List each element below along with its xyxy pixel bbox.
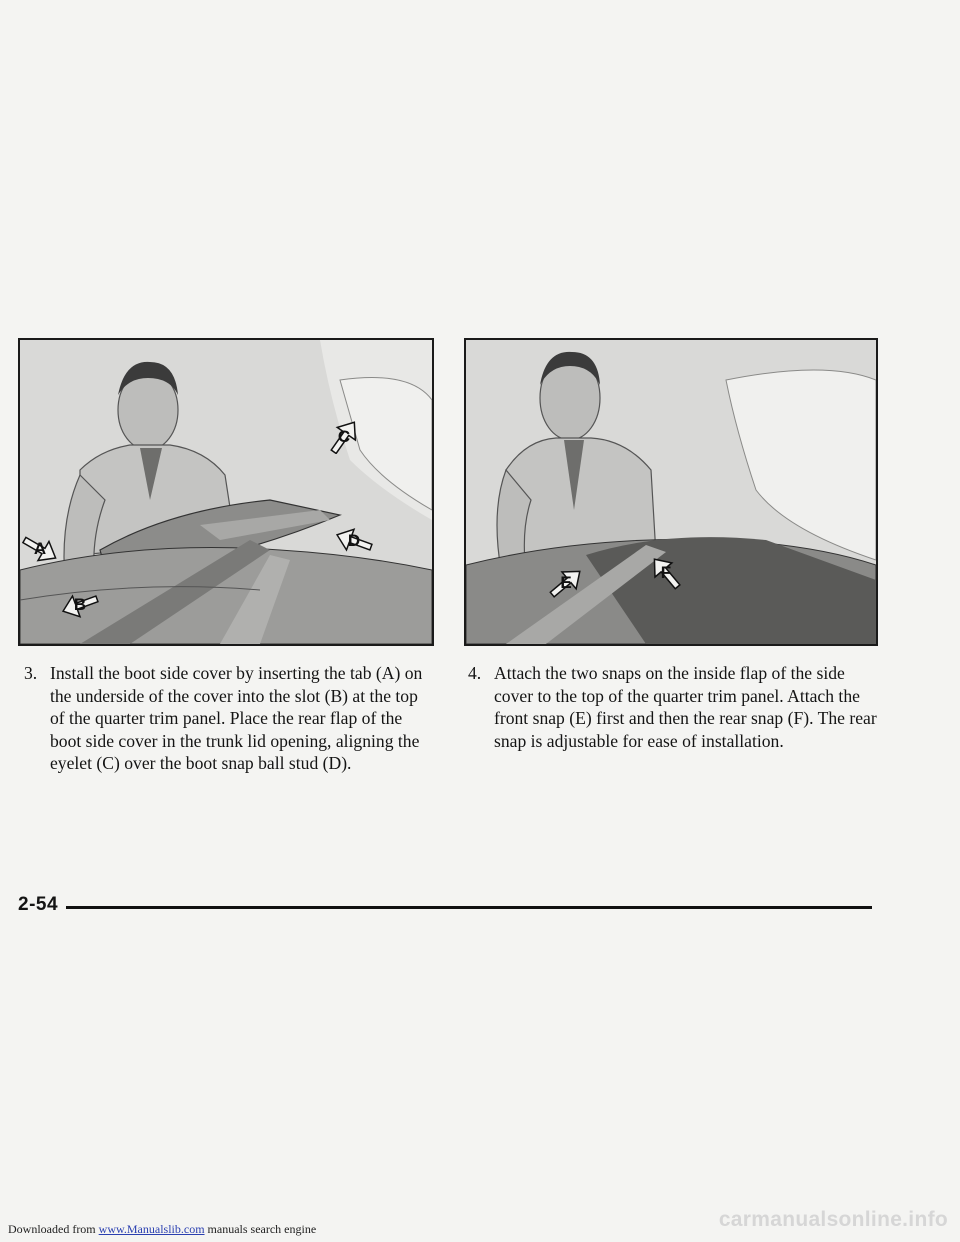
figure-boot-cover-install xyxy=(18,338,434,646)
callout-d: D xyxy=(334,524,374,558)
page-number: 2-54 xyxy=(18,894,59,915)
callout-e: E xyxy=(546,566,586,600)
watermark: carmanualsonline.info xyxy=(718,1208,948,1231)
banner-suffix: manuals search engine xyxy=(204,1222,317,1236)
step-number: 4. xyxy=(468,663,482,683)
illustration-man-attaching-snaps xyxy=(466,340,876,644)
step-3 xyxy=(24,662,436,775)
step-text: Attach the two snaps on the inside flap of the side cover to the top of the quarter trim panel. Attach the front snap (E) first and then the rear snap (F). The rear snap is adjustable for ease of installation. xyxy=(494,663,877,751)
callout-b: B xyxy=(60,588,100,622)
step-4 xyxy=(468,662,886,752)
banner-prefix: Downloaded from xyxy=(8,1222,99,1236)
step-number: 3. xyxy=(24,663,38,683)
callout-a: A xyxy=(20,532,60,566)
callout-c: C xyxy=(324,420,364,454)
footer-rule xyxy=(66,906,872,909)
download-banner xyxy=(8,1222,316,1237)
callout-f: F xyxy=(646,556,686,590)
step-text: Install the boot side cover by inserting the tab (A) on the underside of the cover into the slot (B) at the top of the quarter trim panel. Place the rear flap of the boot side cover in the trunk lid opening, aligning the eyelet (C) over the boot snap ball stud (D). xyxy=(50,663,423,773)
figure-snap-attachment xyxy=(464,338,878,646)
manualslib-link[interactable]: www.Manualslib.com xyxy=(98,1222,205,1236)
